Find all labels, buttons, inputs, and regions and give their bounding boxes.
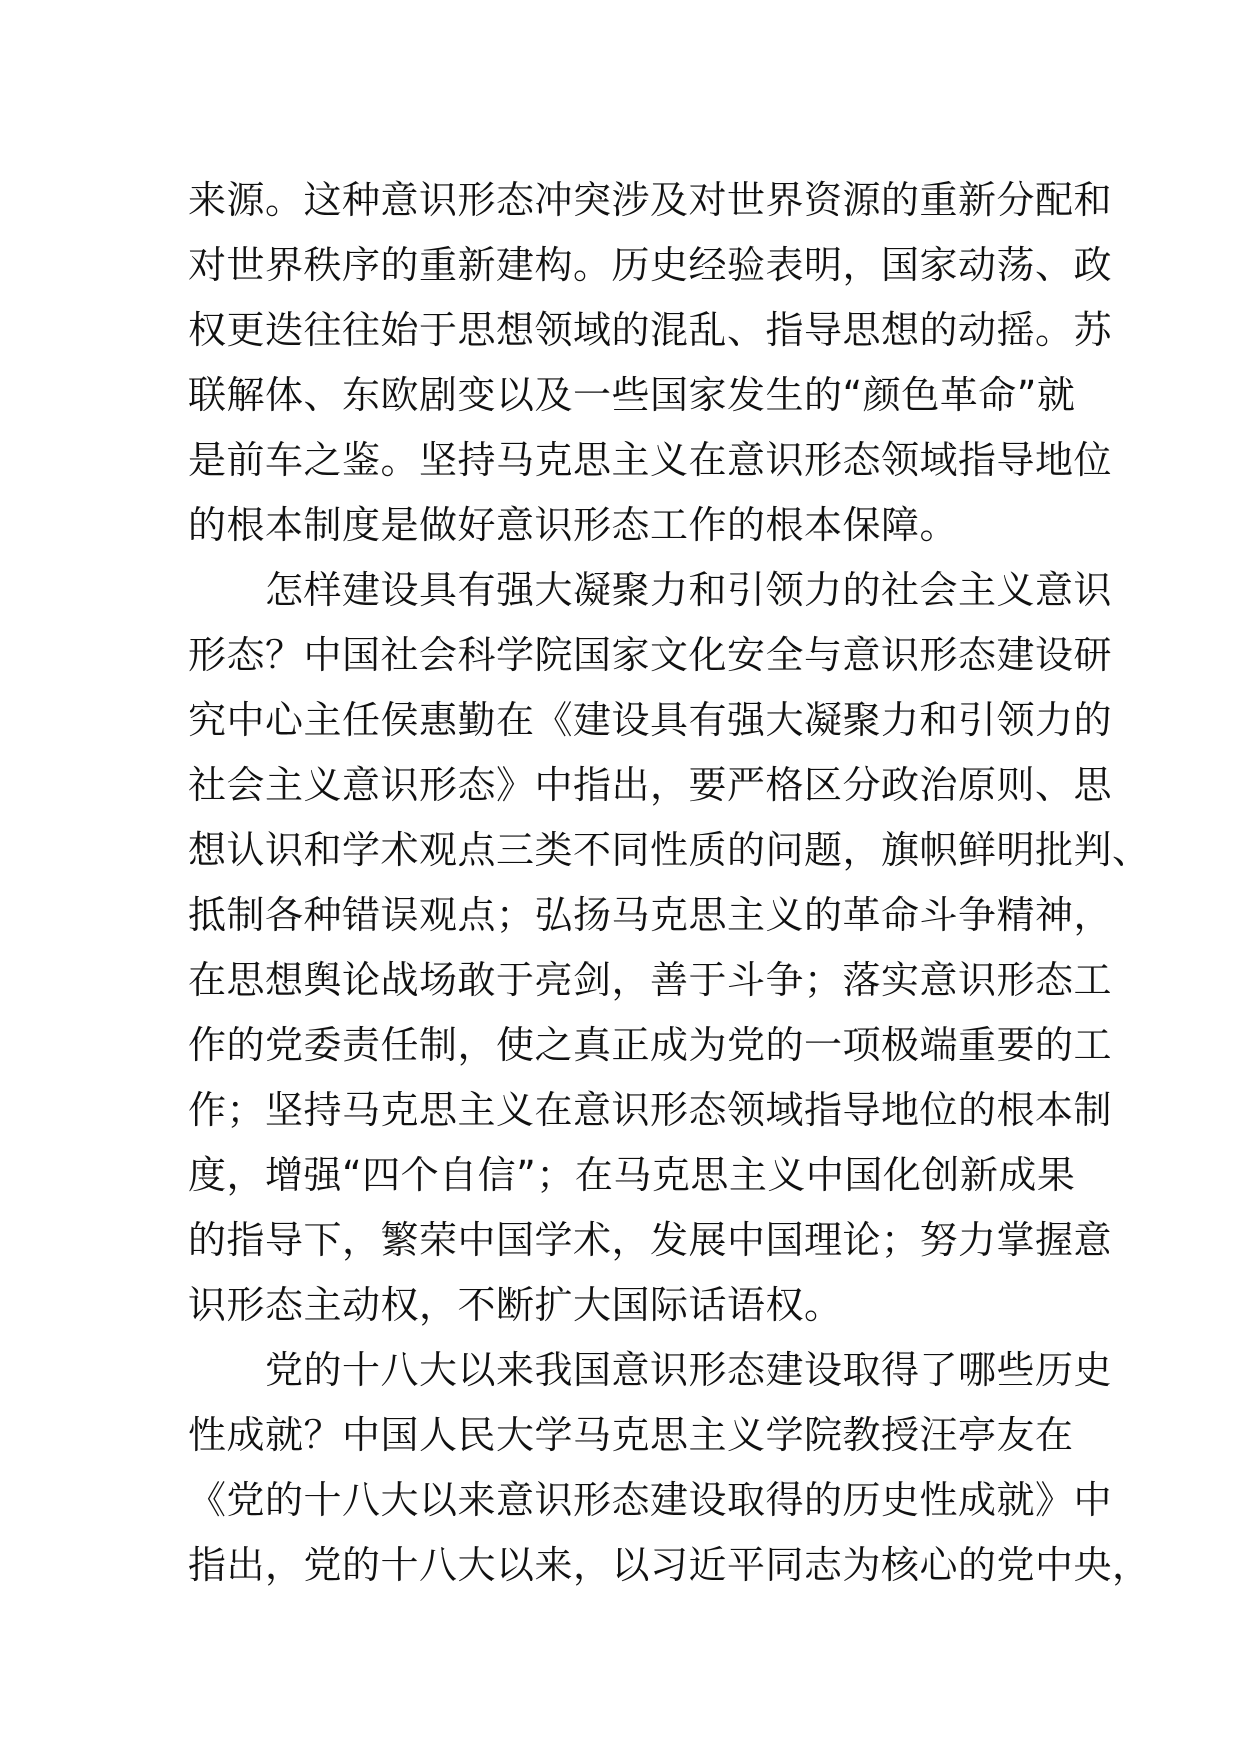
body-text [188,168,1151,1598]
paragraph-ideology-conflict [188,168,1113,558]
text-line: 作；坚持马克思主义在意识形态领域指导地位的根本制 [188,1088,1113,1132]
text-line: 《党的十八大以来意识形态建设取得的历史性成就》中 [188,1478,1113,1522]
text-line: 在思想舆论战场敢于亮剑，善于斗争；落实意识形态工 [188,958,1113,1002]
text-line: 对世界秩序的重新建构。历史经验表明，国家动荡、政 [188,243,1113,287]
text-line: 想认识和学术观点三类不同性质的问题，旗帜鲜明批判、 [188,828,1151,872]
text-line: 作的党委责任制，使之真正成为党的一项极端重要的工 [188,1023,1113,1067]
text-line: 怎样建设具有强大凝聚力和引领力的社会主义意识 [188,568,1113,612]
text-line: 社会主义意识形态》中指出，要严格区分政治原则、思 [188,763,1113,807]
text-line: 抵制各种错误观点；弘扬马克思主义的革命斗争精神， [188,893,1113,937]
text-line: 联解体、东欧剧变以及一些国家发生的“颜色革命”就 [188,373,1076,417]
text-line: 党的十八大以来我国意识形态建设取得了哪些历史 [188,1348,1113,1392]
text-line: 性成就？中国人民大学马克思主义学院教授汪亭友在 [188,1413,1074,1457]
paragraph-historic-achievements [188,1338,1151,1598]
text-line: 来源。这种意识形态冲突涉及对世界资源的重新分配和 [188,178,1113,222]
text-line: 形态？中国社会科学院国家文化安全与意识形态建设研 [188,633,1113,677]
text-line: 的根本制度是做好意识形态工作的根本保障。 [188,503,959,547]
text-line: 是前车之鉴。坚持马克思主义在意识形态领域指导地位 [188,438,1113,482]
text-line: 究中心主任侯惠勤在《建设具有强大凝聚力和引领力的 [188,698,1113,742]
text-line: 的指导下，繁荣中国学术，发展中国理论；努力掌握意 [188,1218,1113,1262]
paragraph-building-socialist-ideology [188,558,1151,1338]
text-line: 识形态主动权，不断扩大国际话语权。 [188,1283,843,1327]
text-line: 度，增强“四个自信”；在马克思主义中国化创新成果 [188,1153,1076,1197]
text-line: 指出，党的十八大以来，以习近平同志为核心的党中央， [188,1543,1151,1587]
text-line: 权更迭往往始于思想领域的混乱、指导思想的动摇。苏 [188,308,1113,352]
